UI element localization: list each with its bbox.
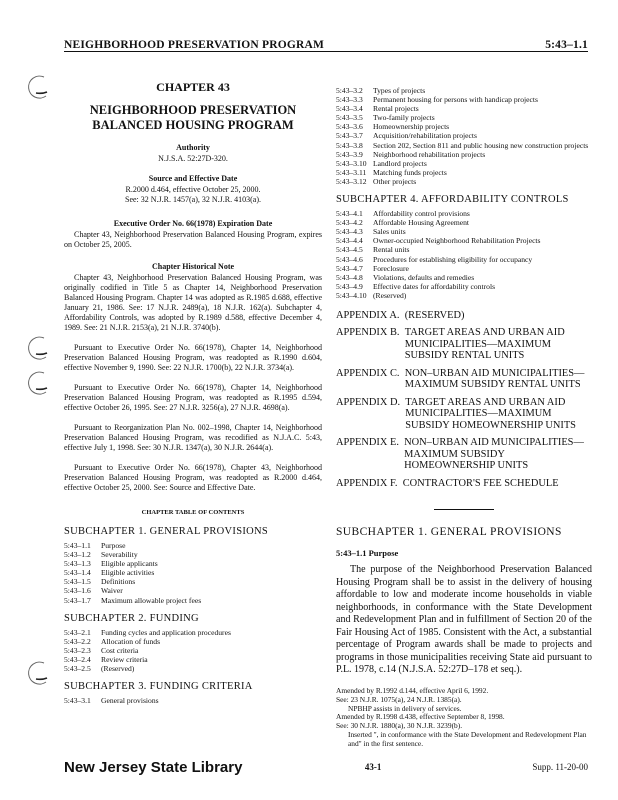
authority-text: N.J.S.A. 52:27D-320. xyxy=(158,154,228,163)
history-line: Inserted ", in conformance with the State Development and Redevelopment Plan and" in the first sentence. xyxy=(348,729,587,748)
source-text-2: See: 32 N.J.R. 1457(a), 32 N.J.R. 4103(a). xyxy=(125,195,261,204)
subchapter-title: SUBCHAPTER 1. GENERAL PROVISIONS xyxy=(336,526,562,539)
toc-entry[interactable]: 5:43–4.7 Foreclosure xyxy=(336,263,409,273)
toc-entry[interactable]: 5:43–3.11 Matching funds projects xyxy=(336,167,447,177)
appendix-entry[interactable]: APPENDIX C. NON–URBAN AID MUNICIPALITIES—MAXIMUM SUBSIDY RENTAL UNITS xyxy=(336,367,585,391)
page-footer xyxy=(64,757,588,777)
toc-entry[interactable]: 5:43–3.12 Other projects xyxy=(336,176,417,186)
history-paragraph: Pursuant to Executive Order No. 66(1978), Chapter 14, Neighborhood Preservation Balanced Housing Program, was readopted as R.1990 d.604, effective November 9, 1990. See: 22 N.J.R. 1700(b), 22 N.J.R. 3734(a). xyxy=(64,343,322,372)
toc-entry[interactable]: 5:43–4.9 Effective dates for affordability controls xyxy=(336,281,496,291)
history-line: See: 30 N.J.R. 1880(a), 30 N.J.R. 3239(b). xyxy=(336,721,463,731)
toc-entry[interactable]: 5:43–1.7 Maximum allowable project fees xyxy=(64,595,202,605)
toc-entry[interactable]: 5:43–3.3 Permanent housing for persons with handicap projects xyxy=(336,95,538,105)
toc-entry[interactable]: 5:43–3.8 Section 202, Section 811 and public housing new construction projects xyxy=(336,140,589,150)
history-line: See: 23 N.J.R. 1075(a), 24 N.J.R. 1385(a). xyxy=(336,694,462,704)
header-title: NEIGHBORHOOD PRESERVATION PROGRAM xyxy=(64,39,325,51)
subchapter-heading: SUBCHAPTER 2. FUNDING xyxy=(64,612,199,624)
toc-entry[interactable]: 5:43–4.8 Violations, defaults and remedies xyxy=(336,272,475,282)
appendix-entry[interactable]: APPENDIX B. TARGET AREAS AND URBAN AID MUNICIPALITIES—MAXIMUM SUBSIDY RENTAL UNITS xyxy=(336,327,565,362)
chapter-title: NEIGHBORHOOD PRESERVATION BALANCED HOUSING PROGRAM xyxy=(89,103,297,132)
toc-entry[interactable]: 5:43–1.6 Waiver xyxy=(64,586,123,596)
history-line: Amended by R.1998 d.438, effective September 8, 1998. xyxy=(336,712,505,722)
toc-entry[interactable]: 5:43–3.5 Two-family projects xyxy=(336,113,435,123)
toc-entry[interactable]: 5:43–1.2 Severability xyxy=(64,550,138,560)
section-heading: 5:43–1.1 Purpose xyxy=(336,548,399,559)
source-text-1: R.2000 d.464, effective October 25, 2000. xyxy=(125,185,261,194)
header-section: 5:43–1.1 xyxy=(545,39,588,51)
divider xyxy=(434,509,494,510)
toc-entry[interactable]: 5:43–2.5 (Reserved) xyxy=(64,664,135,674)
toc-entry[interactable]: 5:43–4.6 Procedures for establishing eligibility for occupancy xyxy=(336,254,533,264)
library-logo: New Jersey State Library xyxy=(64,758,243,776)
history-paragraph: Pursuant to Reorganization Plan No. 002–1998, Chapter 14, Neighborhood Preservation Balanced Housing Program, was recodified as N.J.A.C. 5:43, effective July 1, 1998. See: 30 N.J.R. 1347(a), 30 N.J.R. 2644(a). xyxy=(64,423,322,452)
history-paragraph: Pursuant to Executive Order No. 66(1978), Chapter 43, Neighborhood Preservation Balanced Housing Program, was readopted as R.2000 d.464, effective October 25, 2000. See: Source and Effective Date. xyxy=(64,463,322,492)
right-column xyxy=(336,86,592,749)
eo-text: Chapter 43, Neighborhood Preservation Balanced Housing Program, expires on October 25, 2005. xyxy=(64,230,322,249)
punch-hole-icon xyxy=(26,370,52,396)
history-paragraph: Chapter 43, Neighborhood Preservation Balanced Housing Program, was originally codified in Title 5 as Chapter 14, Neighborhood Preservation Balanced Housing Program. Chapter 14 was adopted as R.1985 d.688, effective January 21, 1986. See: 17 N.J.R. 2489(a), 18 N.J.R. 162(a). Subchapter 4, Affordability Controls, was adopted by R.1989 d.588, effective December 4, 1989. See: 21 N.J.R. 2153(a), 21 N.J.R. 3740(b). xyxy=(64,273,322,332)
toc-entry[interactable]: 5:43–2.4 Review criteria xyxy=(64,654,148,664)
punch-hole-icon xyxy=(26,335,52,361)
toc-entry[interactable]: 5:43–3.10 Landlord projects xyxy=(336,158,427,168)
toc-entry[interactable]: 5:43–4.2 Affordable Housing Agreement xyxy=(336,218,470,228)
history-paragraph: Pursuant to Executive Order No. 66(1978), Chapter 14, Neighborhood Preservation Balanced Housing Program, was readopted as R.1995 d.594, effective October 26, 1995. See: 27 N.J.R. 3256(a), 27 N.J.R. 4698(a). xyxy=(64,383,322,412)
toc-entry[interactable]: 5:43–4.3 Sales units xyxy=(336,227,406,237)
toc-heading: CHAPTER TABLE OF CONTENTS xyxy=(141,509,245,516)
punch-hole-icon xyxy=(26,660,52,686)
appendix-entry[interactable]: APPENDIX A. (RESERVED) xyxy=(336,309,465,321)
chapter-number: CHAPTER 43 xyxy=(156,80,230,94)
source-heading: Source and Effective Date xyxy=(148,174,238,183)
purpose-paragraph: The purpose of the Neighborhood Preservation Balanced Housing Program shall be to assist in the delivery of housing affordable to low and moderate income households in viable neighborhoods, in conformance with the State Development and Redevelopment Plan and in fulfillment of Section 20 of the Fair Housing Act of 1985. Consistent with the Act, a substantial percentage of Program awards shall be made to projects and programs in those municipalities receiving State aid pursuant to P.L. 1978, c.14 (N.J.S.A. 52:27D–178 et seq.). xyxy=(336,564,592,676)
authority-heading: Authority xyxy=(176,143,210,152)
toc-entry[interactable]: 5:43–3.7 Acquisition/rehabilitation projects xyxy=(336,131,477,141)
toc-entry[interactable]: 5:43–1.3 Eligible applicants xyxy=(64,559,158,569)
eo-heading: Executive Order No. 66(1978) Expiration Date xyxy=(113,219,273,228)
appendix-entry[interactable]: APPENDIX D. TARGET AREAS AND URBAN AID MUNICIPALITIES—MAXIMUM SUBSIDY HOMEOWNERSHIP UNITS xyxy=(336,396,576,431)
history-line: NPBHP assists in delivery of services. xyxy=(348,703,462,713)
page-number: 43-1 xyxy=(364,762,382,772)
appendix-entry[interactable]: APPENDIX F. CONTRACTOR'S FEE SCHEDULE xyxy=(336,477,559,489)
supplement-date: Supp. 11-20-00 xyxy=(532,762,588,772)
toc-entry[interactable]: 5:43–1.5 Definitions xyxy=(64,577,136,587)
section-history xyxy=(336,687,592,749)
appendix-entry[interactable]: APPENDIX E. NON–URBAN AID MUNICIPALITIES—MAXIMUM SUBSIDY HOMEOWNERSHIP UNITS xyxy=(336,437,584,472)
history-line: Amended by R.1992 d.144, effective April 6, 1992. xyxy=(336,685,489,695)
toc-entry[interactable]: 5:43–1.4 Eligible activities xyxy=(64,568,155,578)
toc-entry[interactable]: 5:43–3.1 General provisions xyxy=(64,696,159,706)
toc-entry[interactable]: 5:43–4.4 Owner-occupied Neighborhood Rehabilitation Projects xyxy=(336,236,541,246)
toc-entry[interactable]: 5:43–2.3 Cost criteria xyxy=(64,645,139,655)
toc-entry[interactable]: 5:43–4.10 (Reserved) xyxy=(336,290,407,300)
toc-entry[interactable]: 5:43–1.1 Purpose xyxy=(64,541,126,550)
toc-entry[interactable]: 5:43–2.2 Allocation of funds xyxy=(64,636,161,646)
toc-entry[interactable]: 5:43–4.5 Rental units xyxy=(336,245,410,255)
history-heading: Chapter Historical Note xyxy=(151,262,235,271)
toc-entry[interactable]: 5:43–2.1 Funding cycles and application procedures xyxy=(64,627,231,637)
left-column xyxy=(64,80,322,705)
toc-entry[interactable]: 5:43–3.9 Neighborhood rehabilitation projects xyxy=(336,149,486,159)
running-header xyxy=(64,33,588,52)
subchapter-heading: SUBCHAPTER 4. AFFORDABILITY CONTROLS xyxy=(336,194,569,206)
toc-entry[interactable]: 5:43–3.2 Types of projects xyxy=(336,86,426,95)
subchapter-heading: SUBCHAPTER 3. FUNDING CRITERIA xyxy=(64,681,253,693)
subchapter-heading: SUBCHAPTER 1. GENERAL PROVISIONS xyxy=(64,526,269,537)
toc-entry[interactable]: 5:43–3.6 Homeownership projects xyxy=(336,122,450,132)
punch-hole-icon xyxy=(26,74,52,100)
toc-entry[interactable]: 5:43–3.4 Rental projects xyxy=(336,104,419,114)
toc-entry[interactable]: 5:43–4.1 Affordability control provisions xyxy=(336,209,470,219)
